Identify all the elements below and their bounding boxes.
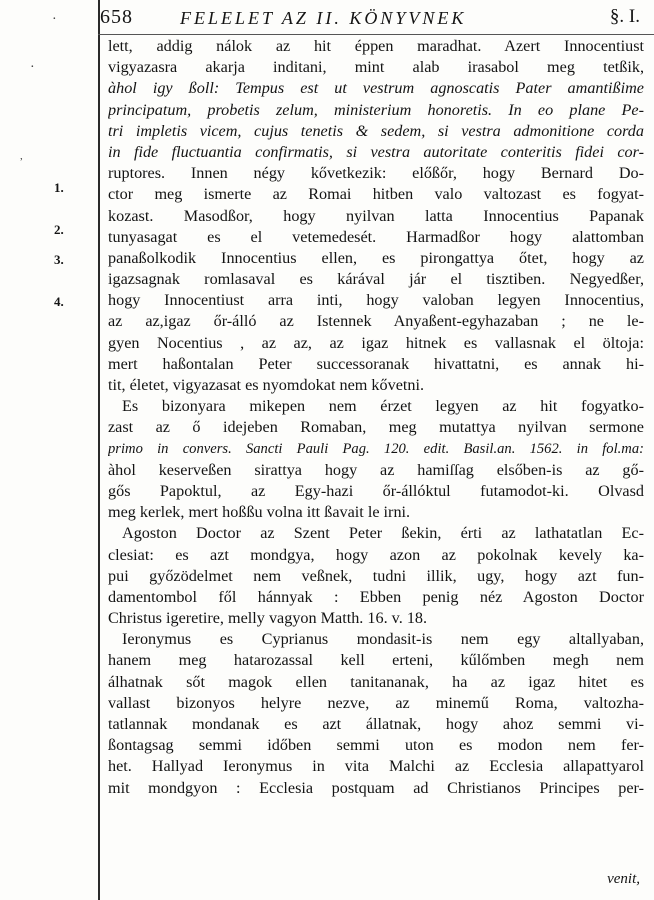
body-text [108,36,644,799]
section-mark: §. I. [609,6,640,27]
text-line: vigyazasra akarja inditani, mint alab irasabol meg tetßik, [108,58,644,77]
page-number: 658 [100,6,133,28]
text-line: hogy Innocentiust arra inti, hogy valoban legyen Innocentius, [108,291,644,310]
margin-ink-mark: · [30,60,35,75]
text-line: Christus igeretire, melly vagyon Matth. 16. v. 18. [108,609,428,628]
text-line: gyen Nocentius , az az, az igaz hitnek es vallasnak el öltoja: [108,333,644,352]
text-line: tri impletis vicem, cujus tenetis & sedem, si vestra admonitione corda [108,121,644,140]
margin-number-3: 3. [54,252,64,267]
running-header [100,6,650,32]
margin-number-1: 1. [54,180,64,195]
text-line: vallast bizonyos helyre nezve, az minemű Roma, valtozha- [108,693,644,712]
header-rule [98,34,654,35]
text-line: gős Papoktul, az Egy-hazi őr-állóktul futamodot-ki. Olvasd [108,481,644,500]
text-line: ctor meg ismerte az Romai hitben valo valtozast es fogyat- [108,185,644,204]
text-line: ßontagsag semmi időben semmi uton es modon nem fer- [108,736,644,755]
catchword: venit, [607,871,640,887]
margin-ink-mark: · [52,12,57,27]
margin-number-2: 2. [54,222,64,237]
text-line: tunyasagat es el vetemedesét. Harmadßor hogy alattomban [108,227,644,246]
text-line: primo in convers. Sancti Pauli Pag. 120. edit. Basil.an. 1562. in fol.ma: [108,440,644,457]
text-line: àhol keserveßen sirattya hogy az hamiſſag elsőben-is az gő- [108,460,644,479]
text-line: àhol igy ßoll: Tempus est ut vestrum agnoscatis Pater amantißime [108,79,644,98]
text-line: principatum, probetis zelum, ministerium honoretis. In eo plane Pe- [108,100,644,119]
text-line: álhatnak sőt magok ellen tanitananak, ha az igaz hitet es [108,672,644,691]
text-line: tatlannak mondanak es azt állatnak, hogy ahoz semmi vi- [108,715,644,733]
left-margin-rule [98,0,100,900]
margin-ink-mark: , [20,150,23,162]
text-line: kozast. Masodßor, hogy nyilvan latta Innocentius Papanak [108,206,644,225]
text-line: pui győzödelmet nem veßnek, tudni illik, ugy, hogy azt fun- [108,566,644,585]
text-line: Es bizonyara mikepen nem érzet legyen az hit fogyatko- [122,397,644,416]
text-line: hanem meg hatarozassal kell erteni, kűlőmben megh nem [108,651,644,670]
text-line: meg kerlek, mert hoßßu volna itt ßavait le irni. [108,503,411,522]
margin-number-4: 4. [54,294,64,309]
text-line: damentombol fől hánnyak : Ebben penig néz Agoston Doctor [108,587,644,606]
text-line: mert haßontalan Peter successoranak hivattatni, es annak hi- [108,354,644,373]
text-line: tit, életet, vigyazasat es nyomdokat nem kővetni. [108,376,425,394]
text-line: Agoston Doctor az Szent Peter ßekin, érti az lathatatlan Ec- [122,524,644,543]
text-line: az az,igaz őr-álló az Istennek Anyaßent-egyhazaban ; ne le- [108,312,644,331]
text-line: mit mondgyon : Ecclesia postquam ad Christianos Principes per- [108,778,644,797]
text-line: clesiat: es azt mondgya, hogy azon az pokolnak kevely ka- [108,545,644,564]
text-line: Ieronymus es Cyprianus mondasit-is nem egy altallyaban, [122,630,644,649]
text-line: in fide fluctuantia confirmatis, si vestra autoritate conteritis fidei cor- [108,142,644,161]
text-line: lett, addig nálok az hit éppen maradhat. Azert Innocentiust [108,37,644,55]
text-line: panaßolkodik Innocentius ellen, es pirongattya őtet, hogy az [108,248,644,267]
text-line: het. Hallyad Ieronymus in vita Malchi az Ecclesia allapattyarol [108,757,644,776]
text-line: igazsagnak romlasaval es kárával jár el tisztiben. Negyedßer, [108,270,644,289]
text-line: ruptores. Innen négy kővetkezik: előßőr, hogy Bernard Do- [108,164,644,183]
running-title: FELELET AZ II. KÖNYVNEK [180,8,467,28]
text-line: zast az ő idejeben Romaban, meg mutattya nyilvan sermone [108,418,644,437]
